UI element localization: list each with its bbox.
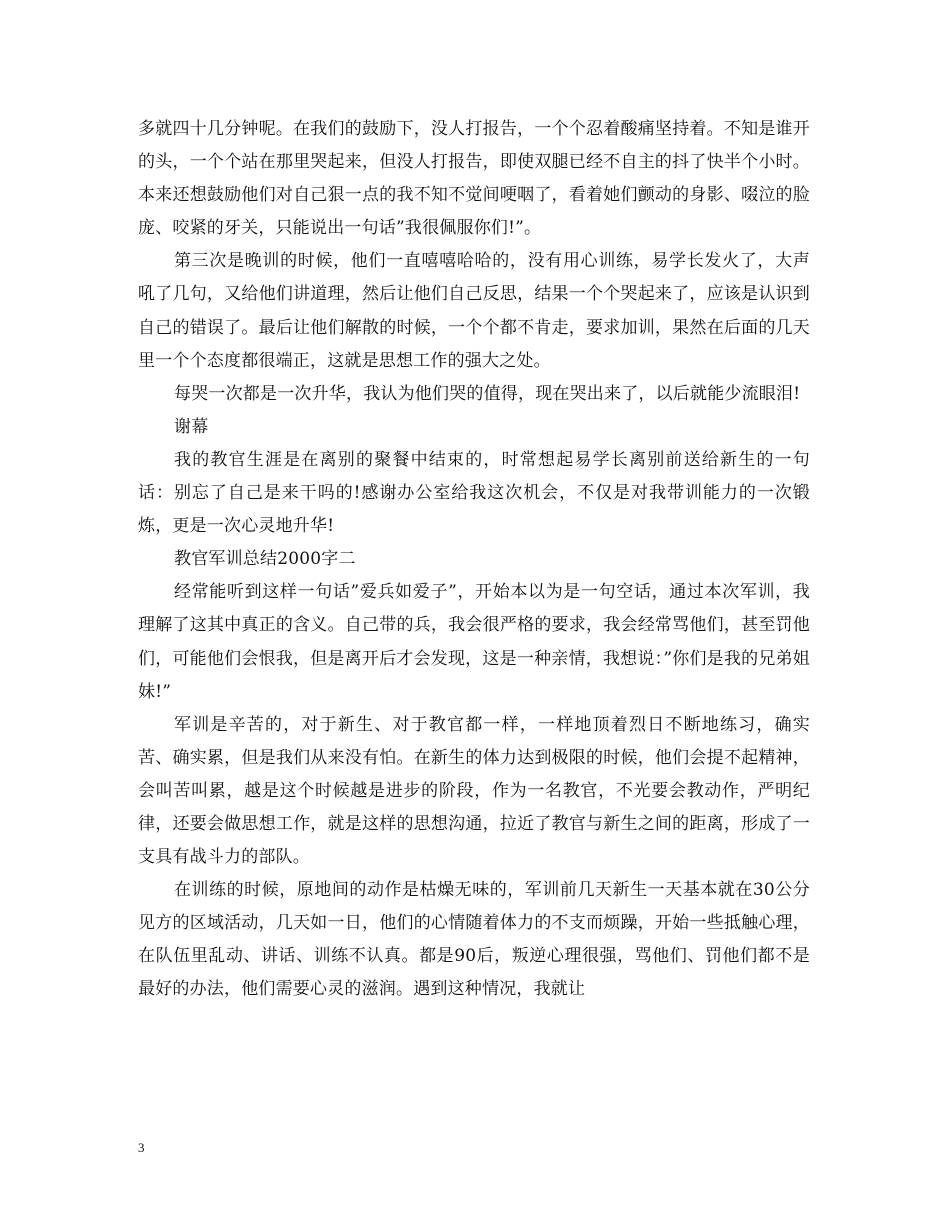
section-heading: 谢幕 (174, 416, 209, 437)
paragraph: 我的教官生涯是在离别的聚餐中结束的，时常想起易学长离别前送给新生的一句话：别忘了自己是来干吗的!感谢办公室给我这次机会，不仅是对我带训能力的一次锻炼，更是一次心灵地升华! (138, 449, 810, 537)
paragraph: 每哭一次都是一次升华，我认为他们哭的值得，现在哭出来了，以后就能少流眼泪! (174, 383, 801, 404)
section-heading: 教官军训总结2000字二 (174, 549, 356, 570)
document-body (138, 113, 810, 1007)
page-number: 3 (138, 1140, 145, 1155)
paragraph: 在训练的时候，原地间的动作是枯燥无味的，军训前几天新生一天基本就在30公分见方的区域活动，几天如一日，他们的心情随着体力的不支而烦躁，开始一些抵触心理，在队伍里乱动、讲话、训练不认真。都是90后，叛逆心理很强，骂他们、罚他们都不是最好的办法，他们需要心灵的滋润。遇到这种情况，我就让 (138, 880, 810, 1000)
paragraph: 第三次是晚训的时候，他们一直嘻嘻哈哈的，没有用心训练，易学长发火了，大声吼了几句，又给他们讲道理，然后让他们自己反思，结果一个个哭起来了，应该是认识到自己的错误了。最后让他们解散的时候，一个个都不肯走，要求加训，果然在后面的几天里一个个态度都很端正，这就是思想工作的强大之处。 (138, 251, 810, 371)
paragraph: 经常能听到这样一句话”爱兵如爱子”，开始本以为是一句空话，通过本次军训，我理解了这其中真正的含义。自己带的兵，我会很严格的要求，我会经常骂他们，甚至罚他们，可能他们会恨我，但是离开后才会发现，这是一种亲情，我想说：”你们是我的兄弟姐妹!” (138, 582, 810, 702)
paragraph-continuation: 多就四十几分钟呢。在我们的鼓励下，没人打报告，一个个忍着酸痛坚持着。不知是谁开的头，一个个站在那里哭起来，但没人打报告，即使双腿已经不自主的抖了快半个小时。本来还想鼓励他们对自己狠一点的我不知不觉间哽咽了，看着她们颤动的身影、啜泣的脸庞、咬紧的牙关，只能说出一句话”我很佩服你们!”。 (138, 119, 810, 239)
paragraph: 军训是辛苦的，对于新生、对于教官都一样，一样地顶着烈日不断地练习，确实苦、确实累，但是我们从来没有怕。在新生的体力达到极限的时候，他们会提不起精神，会叫苦叫累，越是这个时候越是进步的阶段，作为一名教官，不光要会教动作，严明纪律，还要会做思想工作，就是这样的思想沟通，拉近了教官与新生之间的距离，形成了一支具有战斗力的部队。 (138, 714, 810, 868)
